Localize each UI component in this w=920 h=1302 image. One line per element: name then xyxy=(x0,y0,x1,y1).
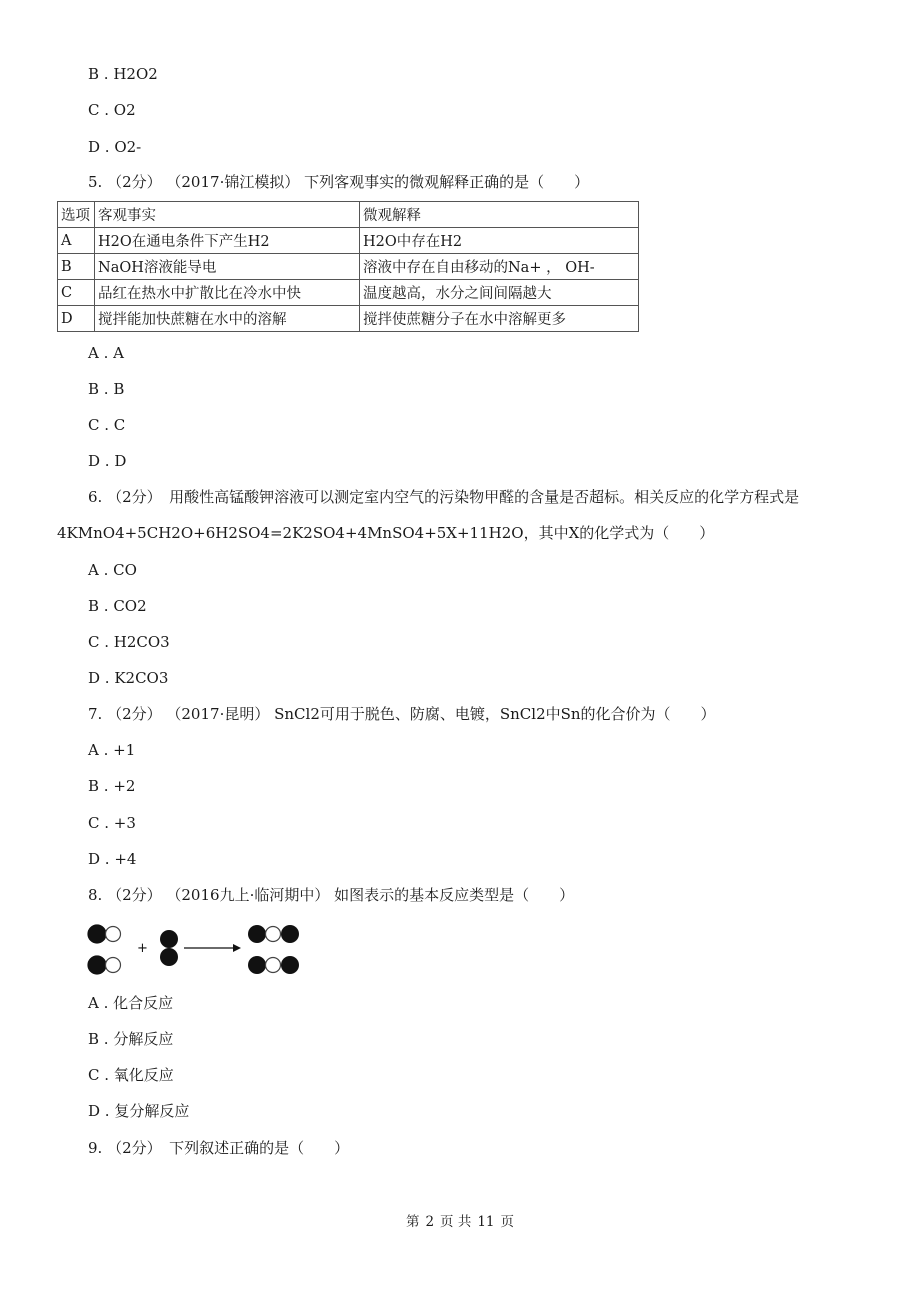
q6-option-b[interactable]: B . CO2 xyxy=(88,597,147,615)
table-cell: H2O在通电条件下产生H2 xyxy=(95,228,360,254)
q5-option-c[interactable]: C . C xyxy=(88,416,126,434)
q8-stem: 8. （2分） （2016九上·临河期中） 如图表示的基本反应类型是（ ） xyxy=(88,886,575,904)
reaction-diagram xyxy=(86,922,306,978)
table-cell: B xyxy=(58,254,95,280)
table-cell: 溶液中存在自由移动的Na+ ， OH- xyxy=(360,254,639,280)
table-header-cell: 微观解释 xyxy=(360,202,639,228)
table-cell: 温度越高，水分之间间隔越大 xyxy=(360,280,639,306)
black-atom xyxy=(248,925,266,943)
q8-option-c[interactable]: C . 氧化反应 xyxy=(88,1066,174,1084)
table-cell: H2O中存在H2 xyxy=(360,228,639,254)
q4-option-c[interactable]: C . O2 xyxy=(88,101,136,119)
q7-option-b[interactable]: B . +2 xyxy=(88,777,136,795)
black-atom xyxy=(160,930,178,948)
q6-option-a[interactable]: A . CO xyxy=(88,561,137,579)
white-atom xyxy=(106,927,121,942)
q5-option-a[interactable]: A . A xyxy=(88,344,124,362)
q8-option-d[interactable]: D . 复分解反应 xyxy=(88,1102,190,1120)
footer-page-number: 2 xyxy=(425,1214,435,1230)
q5-option-d[interactable]: D . D xyxy=(88,452,127,470)
table-header-cell: 客观事实 xyxy=(95,202,360,228)
footer-suffix: 页 xyxy=(500,1214,515,1230)
footer-mid: 页 共 xyxy=(440,1214,472,1230)
footer-total-pages: 11 xyxy=(477,1214,495,1230)
q7-option-d[interactable]: D . +4 xyxy=(88,850,137,868)
table-cell: D xyxy=(58,306,95,332)
table-cell: 品红在热水中扩散比在冷水中快 xyxy=(95,280,360,306)
table-cell: C xyxy=(58,280,95,306)
arrowhead-icon xyxy=(233,944,241,952)
q6-stem-continued: 4KMnO4+5CH2O+6H2SO4=2K2SO4+4MnSO4+5X+11H2O，其中X的化学式为（ ） xyxy=(57,524,715,542)
white-atom xyxy=(106,958,121,973)
q4-option-b[interactable]: B . H2O2 xyxy=(88,65,158,83)
table-row xyxy=(58,228,639,254)
plus-sign: + xyxy=(137,941,148,956)
black-atom xyxy=(281,925,299,943)
q7-option-c[interactable]: C . +3 xyxy=(88,814,136,832)
table-row xyxy=(58,280,639,306)
table-header-row xyxy=(58,202,639,228)
black-atom xyxy=(281,956,299,974)
q4-option-d[interactable]: D . O2- xyxy=(88,138,142,156)
white-atom xyxy=(266,927,281,942)
table-cell: 搅拌使蔗糖分子在水中溶解更多 xyxy=(360,306,639,332)
black-atom xyxy=(88,925,106,943)
table-cell: A xyxy=(58,228,95,254)
q7-option-a[interactable]: A . +1 xyxy=(88,741,136,759)
q6-stem: 6. （2分） 用酸性高锰酸钾溶液可以测定室内空气的污染物甲醛的含量是否超标。相关反应的化学方程式是 xyxy=(88,488,800,506)
footer-prefix: 第 xyxy=(405,1214,420,1230)
q7-stem: 7. （2分） （2017·昆明） SnCl2可用于脱色、防腐、电镀，SnCl2中Sn的化合价为（ ） xyxy=(88,705,716,723)
q6-option-d[interactable]: D . K2CO3 xyxy=(88,669,169,687)
black-atom xyxy=(248,956,266,974)
q8-option-b[interactable]: B . 分解反应 xyxy=(88,1030,174,1048)
q5-stem: 5. （2分） （2017·锦江模拟） 下列客观事实的微观解释正确的是（ ） xyxy=(88,173,590,191)
black-atom xyxy=(160,948,178,966)
black-atom xyxy=(88,956,106,974)
q9-stem: 9. （2分） 下列叙述正确的是（ ） xyxy=(88,1139,350,1157)
q8-option-a[interactable]: A . 化合反应 xyxy=(88,994,174,1012)
q5-facts-table xyxy=(57,201,639,332)
q6-option-c[interactable]: C . H2CO3 xyxy=(88,633,170,651)
table-cell: 搅拌能加快蔗糖在水中的溶解 xyxy=(95,306,360,332)
table-row xyxy=(58,306,639,332)
q5-option-b[interactable]: B . B xyxy=(88,380,125,398)
table-cell: NaOH溶液能导电 xyxy=(95,254,360,280)
white-atom xyxy=(266,958,281,973)
table-header-cell: 选项 xyxy=(58,202,95,228)
page-footer xyxy=(0,1210,920,1230)
table-row xyxy=(58,254,639,280)
